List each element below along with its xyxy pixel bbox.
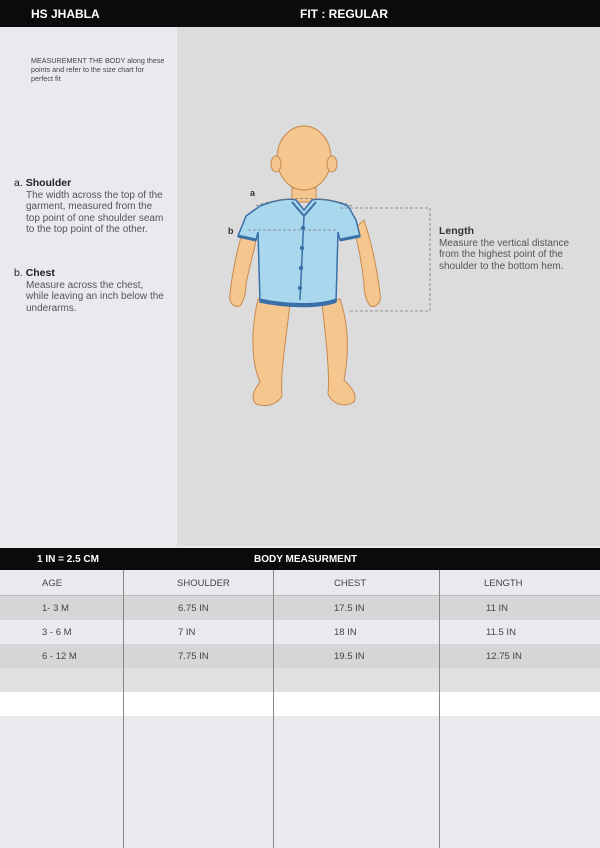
left-leg [253,299,290,406]
table-header-row [0,570,600,596]
shoulder-description: The width across the top of the garment, measured from the top point of one shoulder seam to the top point of the other. [26,189,164,235]
size-chart-table [0,570,600,848]
button-4 [298,286,302,290]
cell-length: 11 IN [486,603,509,614]
cell-chest: 17.5 IN [334,603,365,614]
cell-shoulder: 6.75 IN [178,603,209,614]
shoulder-title: Shoulder [25,177,72,189]
empty-table-row [0,668,600,692]
chest-instruction [14,268,164,314]
length-description: Measure the vertical distance from the highest point of the shoulder to the bottom hem. [439,237,570,272]
cell-age: 1- 3 M [42,603,69,614]
cell-age: 3 - 6 M [42,627,72,638]
cell-length: 12.75 IN [486,651,522,662]
table-row [0,620,600,644]
right-leg [322,299,355,405]
top-header-bar [0,0,600,27]
jhabla-shirt [238,199,360,306]
button-2 [300,246,304,250]
col-age-header: AGE [42,578,63,589]
table-row [0,644,600,668]
column-divider [439,570,440,848]
cell-chest: 18 IN [334,627,357,638]
empty-table-area [0,716,600,848]
unit-conversion: 1 IN = 2.5 CM [37,554,99,565]
chest-heading [14,268,164,280]
button-3 [299,266,303,270]
chest-description: Measure across the chest, while leaving an inch below the underarms. [26,279,164,314]
fit-label: FIT : REGULAR [300,7,388,21]
col-chest-header: CHEST [334,578,367,589]
cell-shoulder: 7.75 IN [178,651,209,662]
length-title: Length [439,225,474,237]
button-1 [301,226,305,230]
table-row [0,596,600,620]
table-title: BODY MEASURMENT [254,554,358,565]
head [277,126,331,190]
shoulder-marker: a [250,188,256,198]
col-shoulder-header: SHOULDER [177,578,230,589]
left-ear [271,156,281,172]
empty-table-row [0,692,600,716]
column-divider [273,570,274,848]
right-ear [327,156,337,172]
cell-age: 6 - 12 M [42,651,77,662]
shoulder-heading [14,178,164,190]
chest-marker: b [228,226,234,236]
column-divider [123,570,124,848]
baby-figure-illustration [220,124,440,414]
product-title: HS JHABLA [31,7,100,21]
chest-title: Chest [25,267,55,279]
chest-letter: b. [14,267,23,279]
shoulder-instruction [14,178,164,236]
col-length-header: LENGTH [484,578,523,589]
cell-chest: 19.5 IN [334,651,365,662]
shoulder-letter: a. [14,177,23,189]
cell-shoulder: 7 IN [178,627,196,638]
intro-text: MEASUREMENT THE BODY along these points and refer to the size chart for perfect fit [31,56,165,83]
table-title-bar [0,548,600,570]
length-instruction [439,226,589,272]
cell-length: 11.5 IN [486,627,516,638]
